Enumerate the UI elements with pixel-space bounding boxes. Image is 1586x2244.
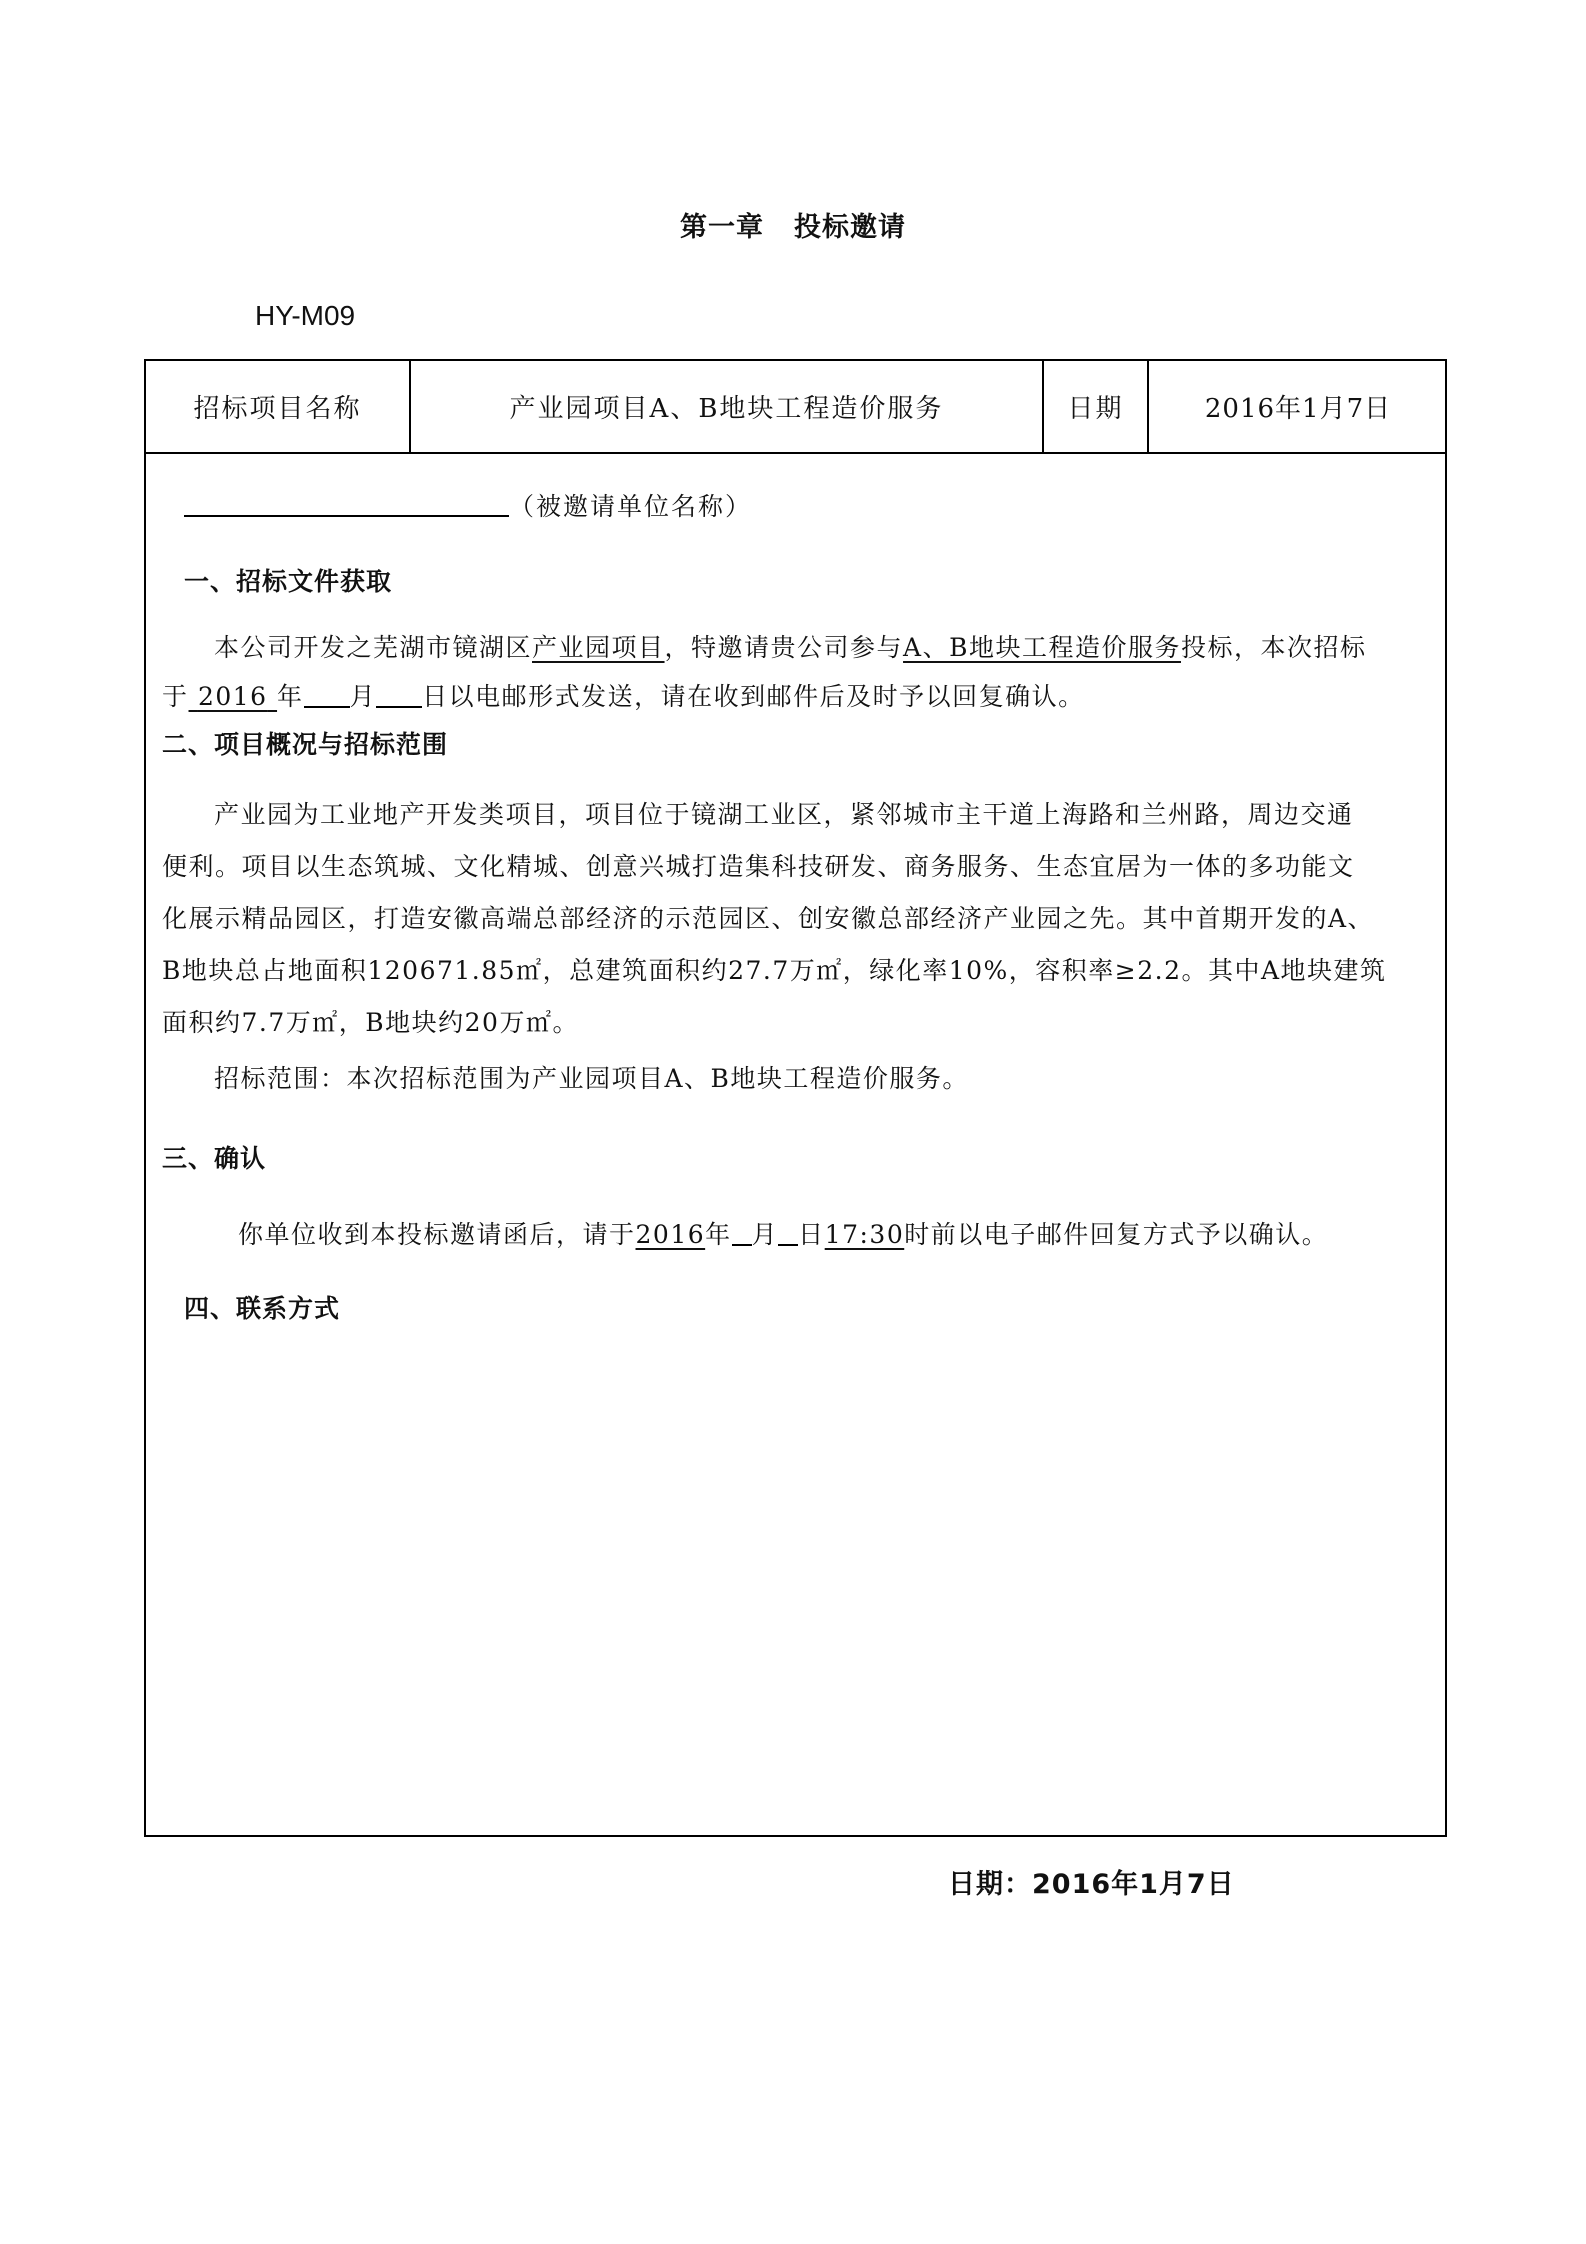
s1-year: 2016 (197, 682, 268, 711)
s3-month-unit: 月 (751, 1220, 779, 1249)
section-2-text (162, 789, 1432, 1049)
s1-project: 产业园项目 (532, 633, 665, 662)
s2-line-1: 产业园为工业地产开发类项目，项目位于镜湖工业区，紧邻城市主干道上海路和兰州路，周边交通 (214, 800, 1354, 829)
s1-text-b: ，特邀请贵公司参与 (664, 633, 904, 662)
document-code: HY-M09 (255, 300, 356, 331)
s2-line-5: 面积约7.7万㎡，B地块约20万㎡。 (162, 1008, 579, 1037)
s3-day-blank[interactable] (778, 1216, 798, 1246)
s2-line-4: B地块总占地面积120671.85㎡，总建筑面积约27.7万㎡，绿化率10%，容积率≥2.2。其中A地块建筑 (162, 956, 1387, 985)
project-name-label: 招标项目名称 (146, 361, 411, 452)
section-2-scope: 招标范围：本次招标范围为产业园项目A、B地块工程造价服务。 (214, 1064, 969, 1093)
chapter-name: 投标邀请 (794, 212, 906, 243)
s2-line-3: 化展示精品园区，打造安徽高端总部经济的示范园区、创安徽总部经济产业园之先。其中首期开发的A、 (162, 904, 1375, 933)
s1-service: A、B地块工程造价服务 (903, 633, 1181, 662)
project-name-value: 产业园项目A、B地块工程造价服务 (411, 361, 1044, 452)
section-3-text (238, 1210, 1328, 1259)
s1-day-blank[interactable] (376, 678, 422, 708)
s1-text-a: 本公司开发之芜湖市镜湖区 (214, 633, 533, 662)
invitation-form (144, 359, 1447, 1837)
chapter-number: 第一章 (680, 212, 764, 243)
section-1-text (162, 623, 1432, 721)
s3-day-unit: 日 (798, 1220, 825, 1249)
section-2-heading: 二、项目概况与招标范围 (162, 730, 449, 759)
s1-month-blank[interactable] (304, 678, 350, 708)
s1-yu: 于 (162, 682, 189, 711)
chapter-title (0, 205, 1586, 244)
invitee-label: （被邀请单位名称） (509, 492, 753, 521)
footer-date: 日期：2016年1月7日 (948, 1869, 1235, 1900)
section-4-heading: 四、联系方式 (184, 1294, 341, 1323)
date-label: 日期 (1044, 361, 1149, 452)
s1-month-unit: 月 (349, 682, 377, 711)
s3-text-e: 时前以电子邮件回复方式予以确认。 (904, 1220, 1329, 1249)
header-row (146, 361, 1445, 454)
section-1-heading: 一、招标文件获取 (184, 567, 393, 596)
section-3-heading: 三、确认 (162, 1144, 267, 1173)
s3-text-a: 你单位收到本投标邀请函后，请于 (238, 1220, 636, 1249)
s3-time: 17:30 (824, 1220, 905, 1249)
date-value: 2016年1月7日 (1204, 394, 1392, 424)
s1-text-c: 投标，本次招标 (1180, 633, 1367, 662)
s3-year: 2016 (635, 1220, 706, 1249)
invitee-blank[interactable] (184, 485, 509, 517)
s2-line-2: 便利。项目以生态筑城、文化精城、创意兴城打造集科技研发、商务服务、生态宜居为一体的多功能文 (162, 852, 1355, 881)
s1-text-d: 日以电邮形式发送，请在收到邮件后及时予以回复确认。 (422, 682, 1085, 711)
invitee-line (184, 482, 752, 531)
s3-year-unit: 年 (705, 1220, 732, 1249)
s1-year-unit: 年 (277, 682, 304, 711)
s3-month-blank[interactable] (732, 1216, 752, 1246)
